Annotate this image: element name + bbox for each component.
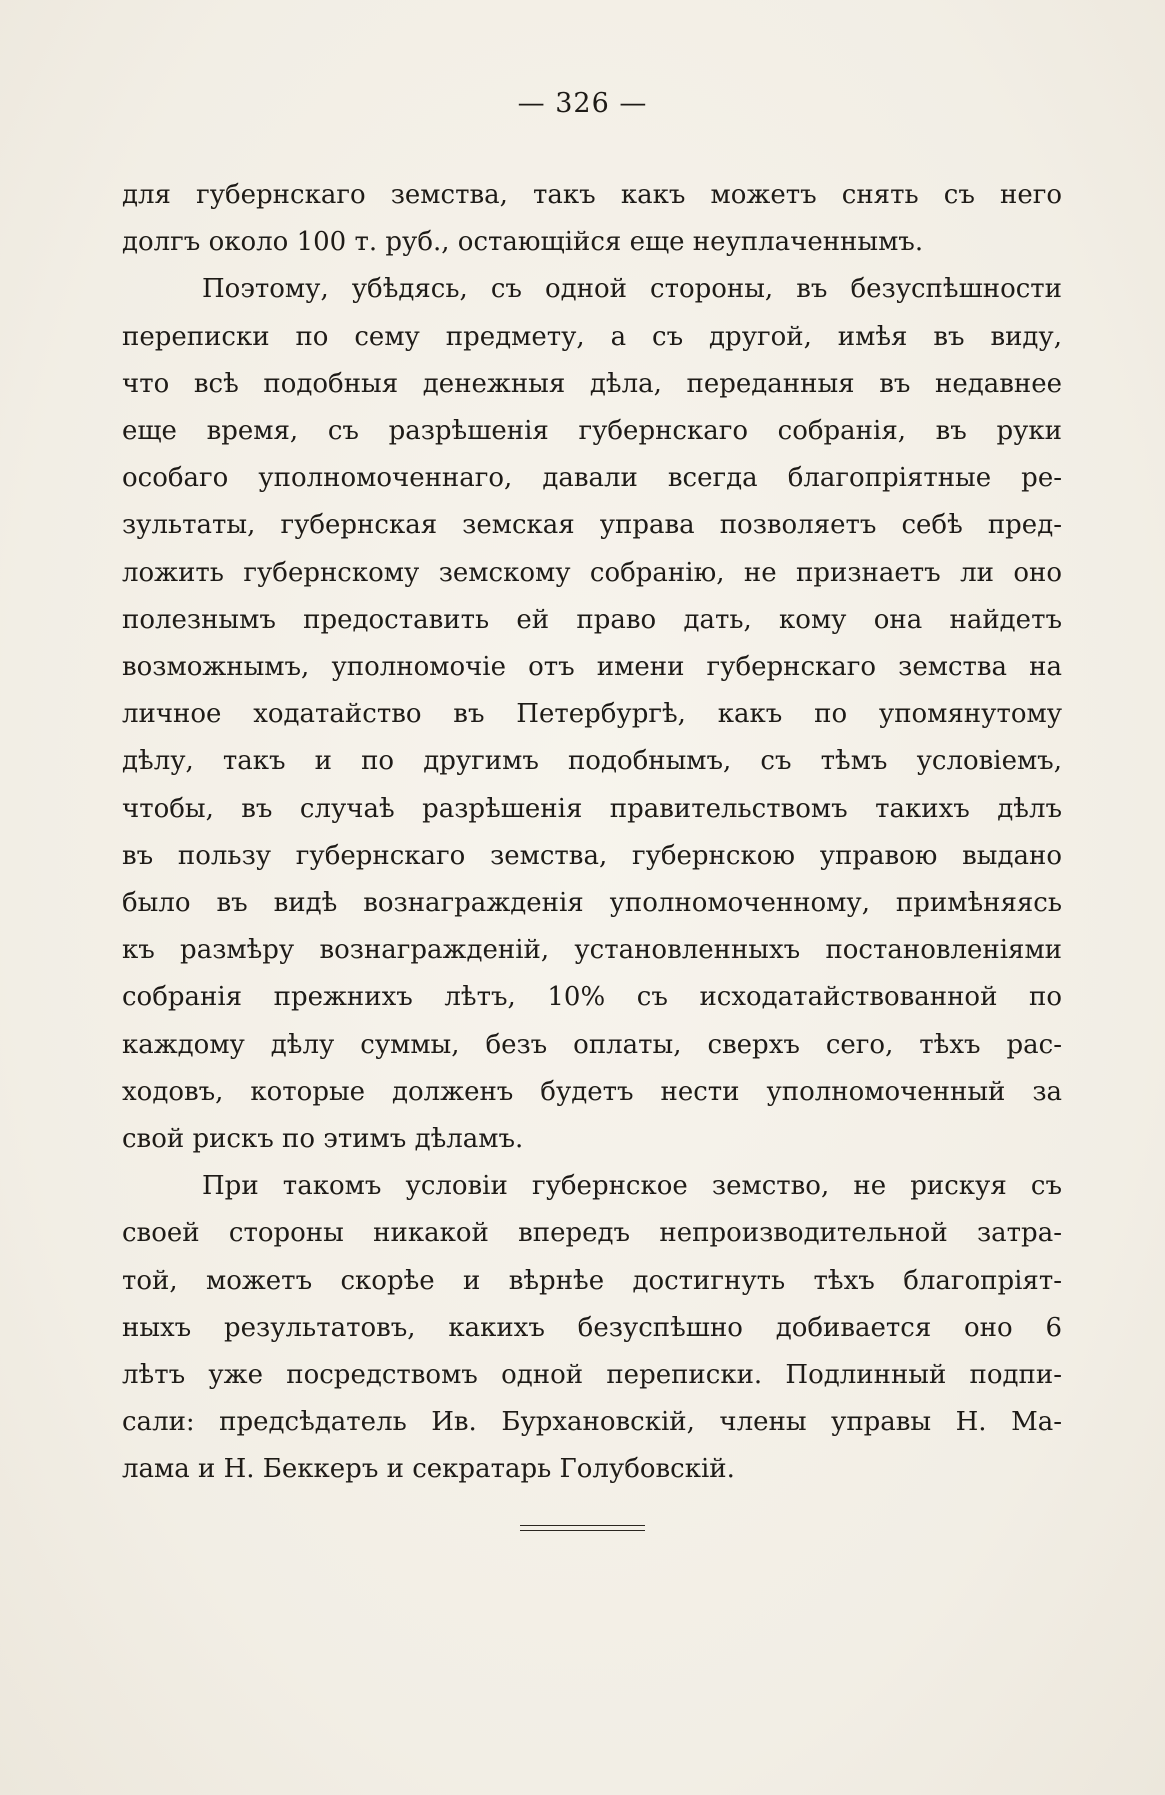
text-line: къ размѣру вознагражденій, установленныхъ постановленіями — [122, 935, 1062, 966]
text-line: еще время, съ разрѣшенія губернскаго собранія, въ руки — [122, 416, 1062, 447]
text-line: дѣлу, такъ и по другимъ подобнымъ, съ тѣмъ условіемъ, — [122, 746, 1062, 777]
text-line: ныхъ результатовъ, какихъ безуспѣшно добивается оно 6 — [122, 1312, 1062, 1343]
text-line: При такомъ условіи губернское земство, не рискуя съ — [202, 1171, 1062, 1202]
text-line: что всѣ подобныя денежныя дѣла, переданныя въ недавнее — [122, 368, 1062, 399]
text-line: сали: предсѣдатель Ив. Бурхановскій, члены управы Н. Ма- — [122, 1407, 1062, 1438]
text-line: въ пользу губернскаго земства, губернскою управою выдано — [122, 840, 1062, 871]
text-line: зультаты, губернская земская управа позволяетъ себѣ пред- — [122, 510, 1062, 541]
text-line: свой рискъ по этимъ дѣламъ. — [122, 1124, 524, 1155]
text-line: своей стороны никакой впередъ непроизводительной затра- — [122, 1218, 1062, 1249]
text-line: Поэтому, убѣдясь, съ одной стороны, въ безуспѣшности — [202, 274, 1062, 305]
text-line: возможнымъ, уполномочіе отъ имени губернскаго земства на — [122, 652, 1062, 683]
text-line: полезнымъ предоставить ей право дать, кому она найдетъ — [122, 604, 1062, 635]
text-line: собранія прежнихъ лѣтъ, 10% съ исходатайствованной по — [122, 982, 1062, 1013]
end-rule-top — [520, 1525, 645, 1526]
text-line: той, можетъ скорѣе и вѣрнѣе достигнуть тѣхъ благопріят- — [122, 1265, 1062, 1296]
body-text — [122, 172, 1062, 1494]
page-number: — 326 — — [517, 88, 648, 119]
text-line: переписки по сему предмету, а съ другой, имѣя въ виду, — [122, 321, 1062, 352]
text-line: ложить губернскому земскому собранію, не признаетъ ли оно — [122, 557, 1062, 588]
text-line: личное ходатайство въ Петербургѣ, какъ по упомянутому — [122, 699, 1062, 730]
text-line: лама и Н. Беккеръ и секратарь Голубовскій. — [122, 1454, 735, 1485]
text-line: особаго уполномоченнаго, давали всегда благопріятные ре- — [122, 463, 1062, 494]
text-line: каждому дѣлу суммы, безъ оплаты, сверхъ сего, тѣхъ рас- — [122, 1029, 1062, 1060]
text-line: долгъ около 100 т. руб., остающійся еще неуплаченнымъ. — [122, 227, 924, 258]
text-line: лѣтъ уже посредствомъ одной переписки. Подлинный подпи- — [122, 1360, 1062, 1391]
text-line: ходовъ, которые долженъ будетъ нести уполномоченный за — [122, 1076, 1062, 1107]
text-line: чтобы, въ случаѣ разрѣшенія правительствомъ такихъ дѣлъ — [122, 793, 1062, 824]
text-line: было въ видѣ вознагражденія уполномоченному, примѣняясь — [122, 888, 1062, 919]
text-line: для губернскаго земства, такъ какъ можетъ снять съ него — [122, 180, 1062, 210]
end-rule-bottom — [520, 1530, 645, 1531]
